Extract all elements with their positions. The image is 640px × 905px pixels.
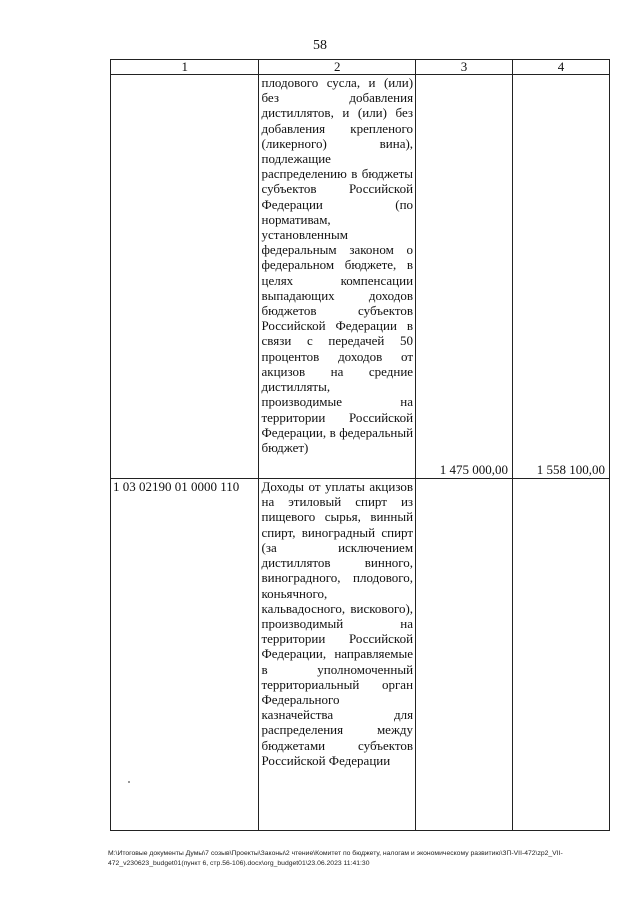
amount-cell-col3: [416, 479, 513, 831]
amount-cell-col3: [416, 75, 513, 479]
budget-code-cell: 1 03 02190 01 0000 110: [111, 479, 259, 831]
budget-code-cell: [111, 75, 259, 479]
table-row: [111, 479, 610, 831]
amount-col4: 1 558 100,00: [536, 461, 605, 477]
description-cell: Доходы от уплаты акцизов на этиловый спирт из пищевого сырья, винный спирт, виноградный спирт (за исключением дистиллятов винного, виноградного, плодового, коньячного, кальвадосного, вискового), производимый на территории Российской Федерации, направляемые в уполномоченный территориальный орган Федерального казначейства для распределения между бюджетами субъектов Российской Федерации: [259, 479, 416, 831]
column-header-1: 1: [111, 60, 259, 75]
amount-cell-col4: [513, 479, 610, 831]
scan-speck: [128, 781, 130, 783]
page-number: 58: [313, 38, 327, 53]
amount-cell-col4: [513, 75, 610, 479]
column-header-4: 4: [513, 60, 610, 75]
column-header-3: 3: [416, 60, 513, 75]
amount-col3: 1 475 000,00: [439, 461, 509, 477]
footer-line-2: 472_v230623_budget01(пункт 6, стр.56-106).docx\org_budget01\23.06.2023 11:41:30: [108, 860, 370, 867]
column-header-2: 2: [259, 60, 416, 75]
table-row: [111, 75, 610, 479]
footer-line-1: M:\Итоговые документы Думы\7 созыв\Проекты\Законы\2 чтение\Комитет по бюджету, налогам и экономическому развитию\ЗП-VII-472\zp2_VII-: [108, 850, 563, 857]
description-cell: плодового сусла, и (или) без добавления дистиллятов, и (или) без добавления крепленого (ликерного) вина), подлежащие распределению в бюджеты субъектов Российской Федерации (по нормативам, установленным федеральным законом о федеральном бюджете, в целях компенсации выпадающих доходов бюджетов субъектов Российской Федерации в связи с передачей 50 процентов доходов от акцизов на средние дистилляты, производимые на территории Российской Федерации, в федеральный бюджет): [259, 75, 416, 479]
table-header-row: [111, 60, 610, 75]
file-path-footer: [108, 849, 613, 869]
revenue-table: [110, 59, 610, 831]
